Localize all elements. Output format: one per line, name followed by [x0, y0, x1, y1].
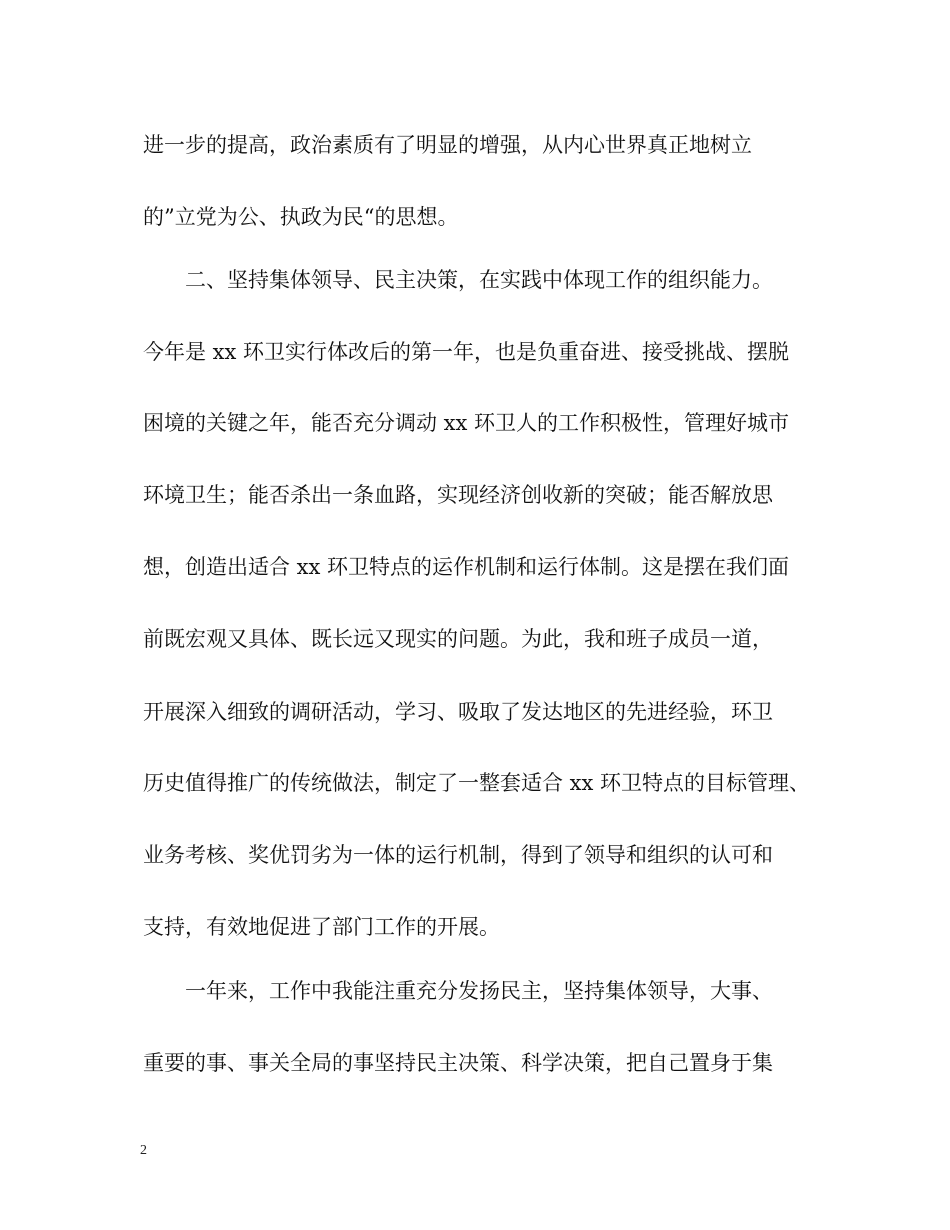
text-line: 开展深入细致的调研活动，学习、吸取了发达地区的先进经验，环卫 [143, 700, 773, 724]
text-line: 二、坚持集体领导、民主决策，在实践中体现工作的组织能力。 [143, 268, 773, 292]
text-line: 支持，有效地促进了部门工作的开展。 [143, 915, 500, 939]
text-line: 今年是 xx 环卫实行体改后的第一年，也是负重奋进、接受挑战、摆脱 [143, 340, 790, 364]
page-number: 2 [140, 1143, 147, 1158]
text-line: 重要的事、事关全局的事坚持民主决策、科学决策，把自己置身于集 [143, 1051, 773, 1075]
text-line: 前既宏观又具体、既长远又现实的问题。为此，我和班子成员一道， [143, 627, 773, 651]
text-line: 困境的关键之年，能否充分调动 xx 环卫人的工作积极性，管理好城市 [143, 411, 790, 435]
text-line: 环境卫生；能否杀出一条血路，实现经济创收新的突破；能否解放思 [143, 483, 773, 507]
text-line: 一年来，工作中我能注重充分发扬民主，坚持集体领导，大事、 [143, 979, 773, 1003]
text-line: 业务考核、奖优罚劣为一体的运行机制，得到了领导和组织的认可和 [143, 843, 773, 867]
text-line: 的”立党为公、执政为民“的思想。 [143, 205, 459, 229]
text-line: 想，创造出适合 xx 环卫特点的运作机制和运行体制。这是摆在我们面 [143, 555, 790, 579]
text-line: 历史值得推广的传统做法，制定了一整套适合 xx 环卫特点的目标管理、 [143, 771, 811, 795]
text-line: 进一步的提高，政治素质有了明显的增强，从内心世界真正地树立 [143, 133, 752, 157]
